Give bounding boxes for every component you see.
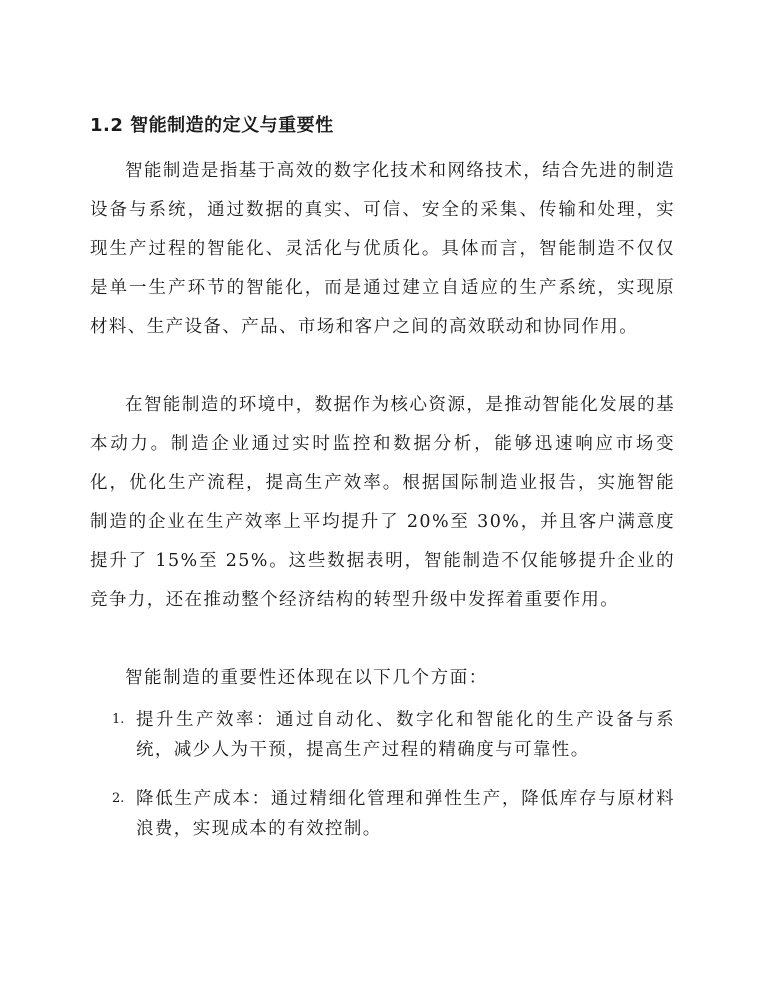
paragraph-importance-intro: 智能制造的重要性还体现在以下几个方面： [125,668,488,688]
list-text: 降低生产成本：通过精细化管理和弹性生产，降低库存与原材料浪费，实现成本的有效控制。 [136,789,675,839]
list-item [90,705,675,765]
paragraph-definition: 智能制造是指基于高效的数字化技术和网络技术，结合先进的制造设备与系统，通过数据的真实、可信、安全的采集、传输和处理，实现生产过程的智能化、灵活化与优质化。具体而言，智能制造不仅仅是单一生产环节的智能化，而是通过建立自适应的生产系统，实现原材料、生产设备、产品、市场和客户之间的高效联动和协同作用。 [90,161,675,337]
list-item [90,784,675,844]
section-heading: 1.2 智能制造的定义与重要性 [90,115,334,136]
paragraph-data-role: 在智能制造的环境中，数据作为核心资源，是推动智能化发展的基本动力。制造企业通过实时监控和数据分析，能够迅速响应市场变化，优化生产流程，提高生产效率。根据国际制造业报告，实施智能制造的企业在生产效率上平均提升了 20%至 30%，并且客户满意度提升了 15%至 25%。这些数据表明，智能制造不仅能够提升企业的竞争力，还在推动整个经济结构的转型升级中发挥着重要作用。 [90,395,675,610]
list-number: 1. [112,712,125,727]
list-number: 2. [112,791,125,806]
list-text: 提升生产效率：通过自动化、数字化和智能化的生产设备与系统，减少人为干预，提高生产过程的精确度与可靠性。 [136,710,675,760]
